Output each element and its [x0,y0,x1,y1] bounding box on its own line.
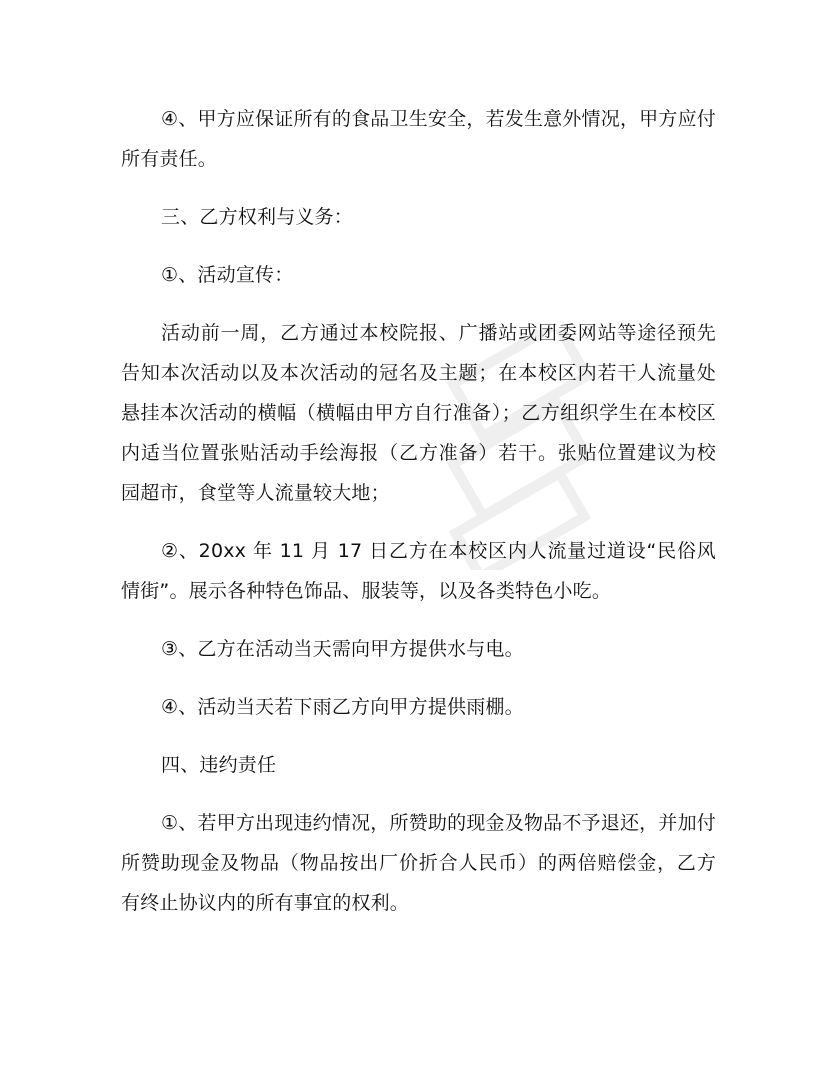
paragraph-breach-party-a: ①、若甲方出现违约情况，所赞助的现金及物品不予退还，并加付所赞助现金及物品（物品按出厂价折合人民币）的两倍赔偿金，乙方有终止协议内的所有事宜的权利。 [121,812,716,914]
paragraph-water-power: ③、乙方在活动当天需向甲方提供水与电。 [161,638,524,660]
heading-party-b-rights: 三、乙方权利与义务： [161,206,354,228]
paragraph-food-safety: ④、甲方应保证所有的食品卫生安全，若发生意外情况，甲方应付所有责任。 [121,108,716,170]
paragraph-rain-shelter: ④、活动当天若下雨乙方向甲方提供雨棚。 [161,696,524,718]
paragraph-folk-street: ②、20xx 年 11 月 17 日乙方在本校区内人流量过道设“民俗风情街”。展示各种特色饰品、服装等，以及各类特色小吃。 [121,540,716,602]
document-body [121,99,716,923]
heading-breach-liability: 四、违约责任 [161,754,277,776]
paragraph-promotion-details: 活动前一周，乙方通过本校院报、广播站或团委网站等途径预先告知本次活动以及本次活动的冠名及主题；在本校区内若干人流量处悬挂本次活动的横幅（横幅由甲方自行准备）；乙方组织学生在本校区内适当位置张贴活动手绘海报（乙方准备）若干。张贴位置建议为校园超市，食堂等人流量较大地； [121,322,716,504]
subheading-promotion: ①、活动宣传： [161,264,294,286]
